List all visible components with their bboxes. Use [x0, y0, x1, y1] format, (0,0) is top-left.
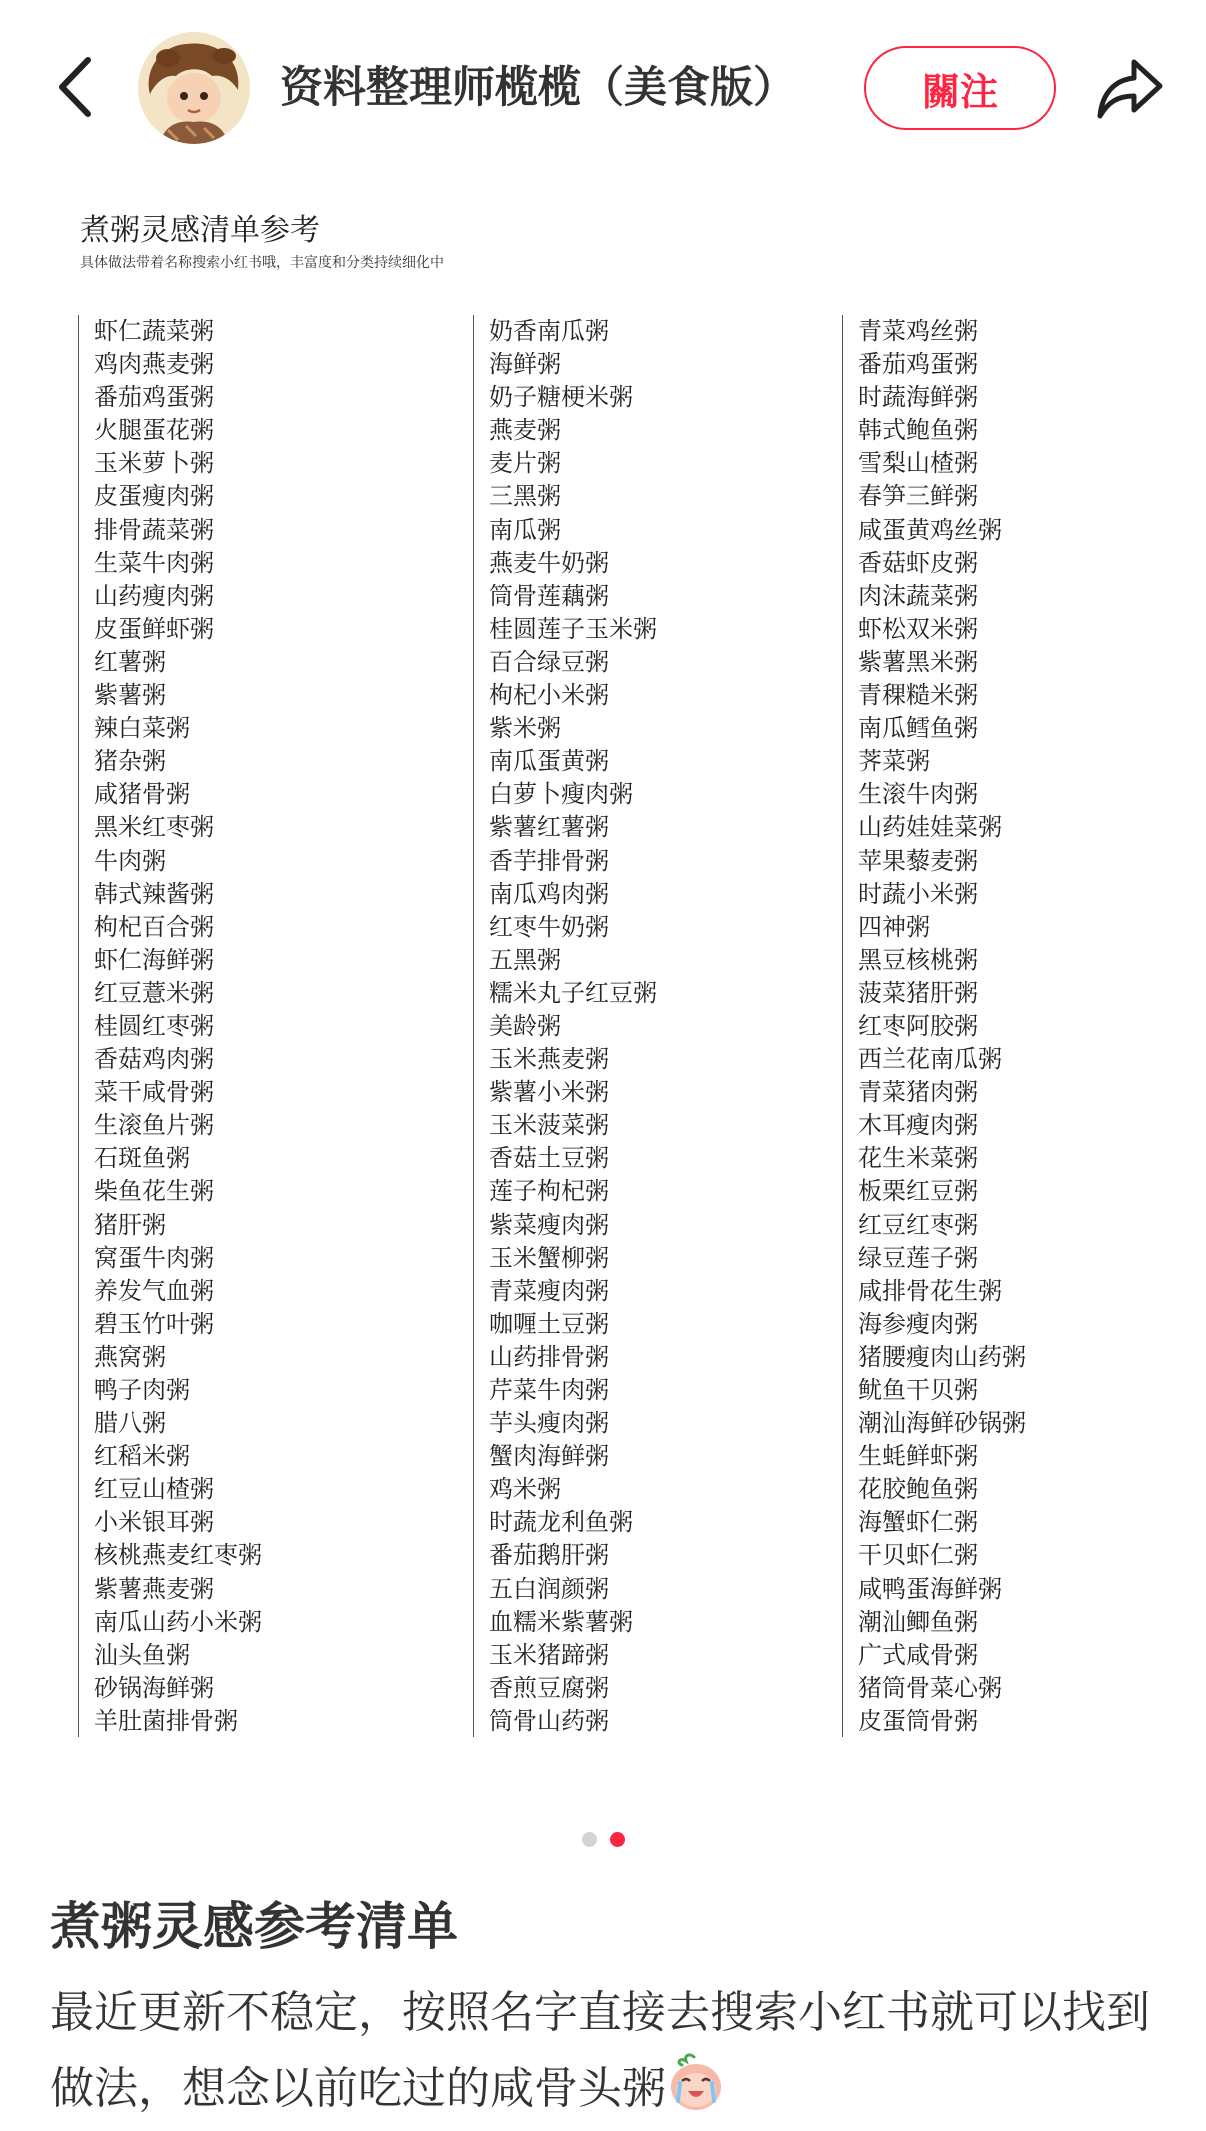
porridge-item: 石斑鱼粥: [94, 1144, 190, 1173]
porridge-item: 奶香南瓜粥: [489, 317, 609, 345]
porridge-item: 桂圆红枣粥: [94, 1011, 214, 1040]
porridge-item: 红枣牛奶粥: [489, 912, 609, 941]
porridge-item: 芹菜牛肉粥: [489, 1376, 609, 1404]
porridge-item: 南瓜鳕鱼粥: [858, 714, 978, 743]
porridge-item: 木耳瘦肉粥: [858, 1111, 978, 1140]
porridge-item: 荠菜粥: [858, 747, 930, 776]
porridge-item: 潮汕海鲜砂锅粥: [858, 1409, 1026, 1438]
porridge-item: 猪杂粥: [94, 747, 166, 776]
porridge-item: 皮蛋鲜虾粥: [94, 614, 214, 643]
porridge-item: 玉米猪蹄粥: [489, 1640, 609, 1669]
porridge-item: 百合绿豆粥: [489, 647, 609, 676]
porridge-item: 火腿蛋花粥: [94, 416, 214, 445]
porridge-item: 五白润颜粥: [489, 1574, 609, 1603]
porridge-item: 紫薯红薯粥: [489, 813, 609, 842]
porridge-item: 碧玉竹叶粥: [94, 1309, 214, 1338]
porridge-item: 枸杞小米粥: [489, 681, 609, 710]
porridge-item: 山药娃娃菜粥: [858, 813, 1002, 842]
porridge-item: 腊八粥: [94, 1409, 166, 1438]
porridge-item: 玉米蟹柳粥: [489, 1243, 609, 1272]
porridge-item: 桂圆莲子玉米粥: [489, 614, 657, 643]
list-title: 煮粥灵感清单参考: [80, 213, 320, 248]
porridge-item: 紫薯燕麦粥: [94, 1574, 214, 1603]
back-button[interactable]: [50, 52, 100, 122]
porridge-item: 鸡肉燕麦粥: [94, 350, 214, 379]
porridge-item: 皮蛋瘦肉粥: [94, 482, 214, 511]
porridge-column-2: [473, 315, 657, 1737]
porridge-item: 板栗红豆粥: [858, 1177, 978, 1206]
porridge-item: 潮汕鲫鱼粥: [858, 1607, 978, 1636]
porridge-item: 西兰花南瓜粥: [858, 1045, 1002, 1074]
porridge-item: 白萝卜瘦肉粥: [489, 780, 633, 809]
porridge-item: 窝蛋牛肉粥: [94, 1243, 214, 1272]
porridge-item: 香芋排骨粥: [489, 846, 609, 875]
porridge-item: 紫薯黑米粥: [858, 647, 978, 676]
porridge-item: 紫薯粥: [94, 681, 166, 710]
porridge-item: 香菇土豆粥: [489, 1144, 609, 1173]
chevron-left-icon: [50, 52, 100, 122]
porridge-item: 莲子枸杞粥: [489, 1177, 609, 1206]
porridge-item: 砂锅海鲜粥: [94, 1673, 214, 1702]
porridge-item: 香菇虾皮粥: [858, 548, 978, 577]
porridge-item: 韩式鲍鱼粥: [858, 416, 978, 445]
avatar[interactable]: [138, 32, 250, 144]
porridge-item: 燕麦牛奶粥: [489, 548, 609, 577]
porridge-item: 海蟹虾仁粥: [858, 1508, 978, 1537]
porridge-item: 皮蛋筒骨粥: [858, 1706, 978, 1735]
porridge-item: 麦片粥: [489, 449, 561, 478]
porridge-item: 番茄鸡蛋粥: [858, 350, 978, 379]
porridge-item: 香菇鸡肉粥: [94, 1045, 214, 1074]
porridge-item: 核桃燕麦红枣粥: [94, 1541, 262, 1570]
image-pager: [0, 1832, 1206, 1848]
porridge-item: 燕窝粥: [94, 1342, 166, 1371]
porridge-item: 紫薯小米粥: [489, 1078, 609, 1107]
porridge-item: 鸡米粥: [489, 1475, 561, 1504]
porridge-item: 美龄粥: [489, 1011, 561, 1040]
pager-dot-1[interactable]: [582, 1832, 597, 1847]
porridge-item: 红薯粥: [94, 647, 166, 676]
porridge-item: 韩式辣酱粥: [94, 879, 214, 908]
author-header: [0, 0, 1206, 175]
porridge-item: 玉米燕麦粥: [489, 1045, 609, 1074]
porridge-item: 生滚牛肉粥: [858, 780, 978, 809]
porridge-item: 生滚鱼片粥: [94, 1111, 214, 1140]
porridge-item: 红豆薏米粥: [94, 978, 214, 1007]
porridge-item: 枸杞百合粥: [94, 912, 214, 941]
porridge-item: 花胶鲍鱼粥: [858, 1475, 978, 1504]
note-image-slide[interactable]: [0, 175, 1206, 1815]
porridge-item: 燕麦粥: [489, 416, 561, 445]
porridge-item: 肉沫蔬菜粥: [858, 581, 978, 610]
porridge-item: 红豆红枣粥: [858, 1210, 978, 1239]
cartoon-child-avatar-icon: [138, 32, 250, 144]
share-button[interactable]: [1094, 52, 1166, 124]
porridge-item: 蟹肉海鲜粥: [489, 1442, 609, 1471]
porridge-item: 咸蛋黄鸡丝粥: [858, 515, 1002, 544]
porridge-item: 虾仁海鲜粥: [94, 945, 214, 974]
porridge-item: 南瓜粥: [489, 515, 561, 544]
porridge-item: 南瓜蛋黄粥: [489, 747, 609, 776]
porridge-item: 虾松双米粥: [858, 614, 978, 643]
porridge-item: 菜干咸骨粥: [94, 1078, 214, 1107]
porridge-item: 汕头鱼粥: [94, 1640, 190, 1669]
porridge-item: 青稞糙米粥: [858, 681, 978, 710]
porridge-item: 排骨蔬菜粥: [94, 515, 214, 544]
porridge-item: 时蔬小米粥: [858, 879, 978, 908]
porridge-item: 红稻米粥: [94, 1442, 190, 1471]
post-title: 煮粥灵感参考清单: [50, 1898, 459, 1957]
pager-dot-2-active[interactable]: [610, 1832, 625, 1847]
share-arrow-icon: [1094, 52, 1166, 124]
porridge-item: 黑豆核桃粥: [858, 945, 978, 974]
porridge-item: 咸排骨花生粥: [858, 1276, 1002, 1305]
post-body-text: 最近更新不稳定，按照名字直接去搜索小红书就可以找到做法，想念以前吃过的咸骨头粥: [50, 1987, 1150, 2114]
porridge-item: 广式咸骨粥: [858, 1640, 978, 1669]
porridge-item: 南瓜鸡肉粥: [489, 879, 609, 908]
porridge-item: 五黑粥: [489, 945, 561, 974]
porridge-item: 菠菜猪肝粥: [858, 978, 978, 1007]
porridge-item: 猪肝粥: [94, 1210, 166, 1239]
porridge-column-1: [78, 315, 262, 1737]
porridge-item: 咖喱土豆粥: [489, 1309, 609, 1338]
porridge-item: 时蔬海鲜粥: [858, 383, 978, 412]
porridge-item: 玉米萝卜粥: [94, 449, 214, 478]
porridge-item: 香煎豆腐粥: [489, 1673, 609, 1702]
porridge-item: 黑米红枣粥: [94, 813, 214, 842]
porridge-item: 筒骨山药粥: [489, 1706, 609, 1735]
porridge-item: 番茄鸡蛋粥: [94, 383, 214, 412]
porridge-item: 青菜瘦肉粥: [489, 1276, 609, 1305]
porridge-item: 咸猪骨粥: [94, 780, 190, 809]
porridge-item: 红枣阿胶粥: [858, 1011, 978, 1040]
porridge-column-3: [842, 315, 1026, 1737]
porridge-item: 生蚝鲜虾粥: [858, 1442, 978, 1471]
porridge-item: 苹果藜麦粥: [858, 846, 978, 875]
porridge-item: 猪腰瘦肉山药粥: [858, 1342, 1026, 1371]
post-body: [50, 1975, 1170, 2127]
follow-button[interactable]: 關注: [864, 46, 1056, 130]
porridge-item: 山药瘦肉粥: [94, 581, 214, 610]
porridge-item: 牛肉粥: [94, 846, 166, 875]
porridge-item: 生菜牛肉粥: [94, 548, 214, 577]
porridge-item: 鱿鱼干贝粥: [858, 1376, 978, 1404]
porridge-item: 青菜鸡丝粥: [858, 317, 978, 345]
porridge-item: 海鲜粥: [489, 350, 561, 379]
porridge-item: 时蔬龙利鱼粥: [489, 1508, 633, 1537]
porridge-item: 猪筒骨菜心粥: [858, 1673, 1002, 1702]
porridge-item: 玉米菠菜粥: [489, 1111, 609, 1140]
porridge-item: 鸭子肉粥: [94, 1376, 190, 1404]
porridge-item: 辣白菜粥: [94, 714, 190, 743]
porridge-item: 花生米菜粥: [858, 1144, 978, 1173]
porridge-item: 小米银耳粥: [94, 1508, 214, 1537]
porridge-item: 筒骨莲藕粥: [489, 581, 609, 610]
porridge-item: 羊肚菌排骨粥: [94, 1706, 238, 1735]
porridge-item: 血糯米紫薯粥: [489, 1607, 633, 1636]
list-subtitle: 具体做法带着名称搜索小红书哦，丰富度和分类持续细化中: [80, 255, 444, 271]
porridge-item: 红豆山楂粥: [94, 1475, 214, 1504]
porridge-item: 干贝虾仁粥: [858, 1541, 978, 1570]
porridge-item: 紫菜瘦肉粥: [489, 1210, 609, 1239]
porridge-item: 海参瘦肉粥: [858, 1309, 978, 1338]
crying-emoji-icon: [666, 2053, 726, 2113]
porridge-item: 南瓜山药小米粥: [94, 1607, 262, 1636]
porridge-item: 养发气血粥: [94, 1276, 214, 1305]
porridge-item: 三黑粥: [489, 482, 561, 511]
porridge-item: 紫米粥: [489, 714, 561, 743]
porridge-item: 番茄鹅肝粥: [489, 1541, 609, 1570]
porridge-item: 柴鱼花生粥: [94, 1177, 214, 1206]
porridge-item: 青菜猪肉粥: [858, 1078, 978, 1107]
porridge-item: 春笋三鲜粥: [858, 482, 978, 511]
porridge-item: 奶子糖梗米粥: [489, 383, 633, 412]
author-name[interactable]: 资料整理师榄榄（美食版）: [280, 63, 796, 113]
porridge-item: 雪梨山楂粥: [858, 449, 978, 478]
porridge-item: 芋头瘦肉粥: [489, 1409, 609, 1438]
porridge-item: 糯米丸子红豆粥: [489, 978, 657, 1007]
porridge-item: 绿豆莲子粥: [858, 1243, 978, 1272]
porridge-item: 四神粥: [858, 912, 930, 941]
porridge-item: 咸鸭蛋海鲜粥: [858, 1574, 1002, 1603]
porridge-item: 山药排骨粥: [489, 1342, 609, 1371]
porridge-item: 虾仁蔬菜粥: [94, 317, 214, 345]
